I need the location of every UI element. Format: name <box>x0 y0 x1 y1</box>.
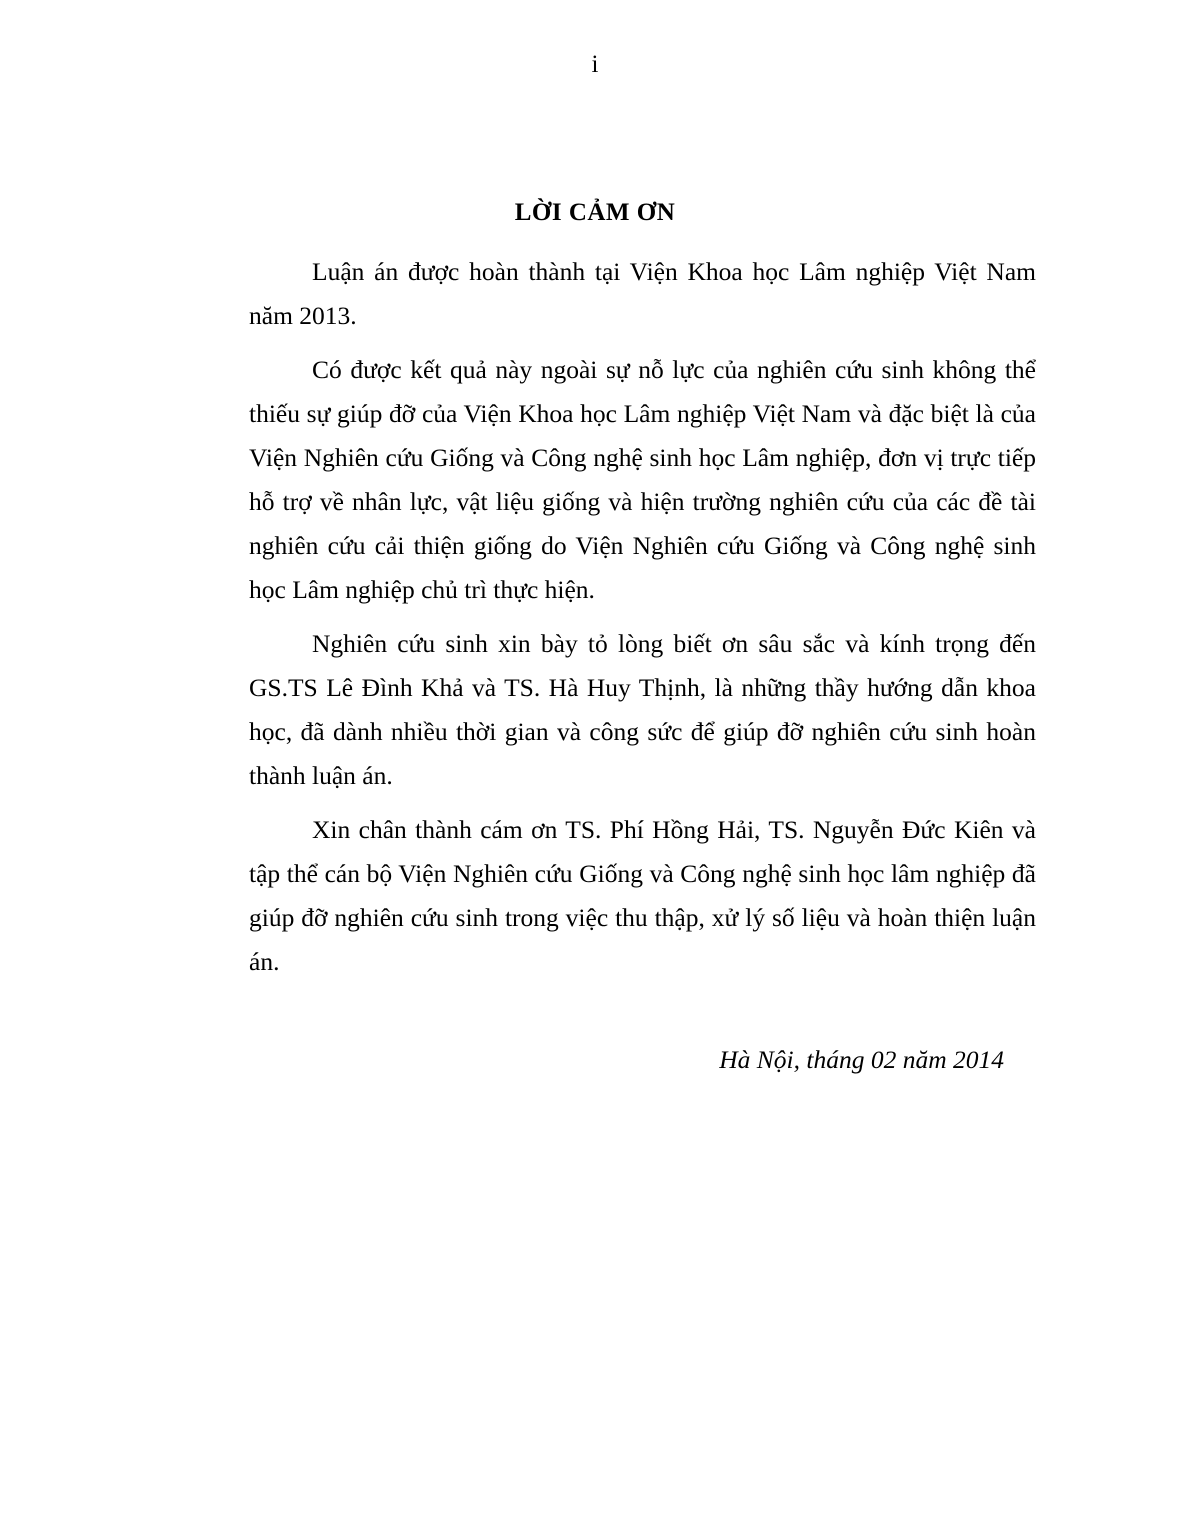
paragraph: Có được kết quả này ngoài sự nỗ lực của nghiên cứu sinh không thể thiếu sự giúp đỡ của Viện Khoa học Lâm nghiệp Việt Nam và đặc biệt là của Viện Nghiên cứu Giống và Công nghệ sinh học Lâm nghiệp, đơn vị trực tiếp hỗ trợ về nhân lực, vật liệu giống và hiện trường nghiên cứu của các đề tài nghiên cứu cải thiện giống do Viện Nghiên cứu Giống và Công nghệ sinh học Lâm nghiệp chủ trì thực hiện. <box>249 355 1036 604</box>
signoff-place-date: Hà Nội, tháng 02 năm 2014 <box>719 1045 1004 1074</box>
paragraph: Nghiên cứu sinh xin bày tỏ lòng biết ơn sâu sắc và kính trọng đến GS.TS Lê Đình Khả và TS. Hà Huy Thịnh, là những thầy hướng dẫn khoa học, đã dành nhiều thời gian và công sức để giúp đỡ nghiên cứu sinh hoàn thành luận án. <box>249 629 1036 790</box>
page-number: i <box>591 51 599 78</box>
acknowledgement-body <box>249 250 1036 994</box>
page-title: LỜI CẢM ƠN <box>514 199 676 226</box>
paragraph: Xin chân thành cám ơn TS. Phí Hồng Hải, TS. Nguyễn Đức Kiên và tập thể cán bộ Viện Nghiên cứu Giống và Công nghệ sinh học lâm nghiệp đã giúp đỡ nghiên cứu sinh trong việc thu thập, xử lý số liệu và hoàn thiện luận án. <box>249 815 1036 976</box>
paragraph: Luận án được hoàn thành tại Viện Khoa học Lâm nghiệp Việt Nam năm 2013. <box>249 257 1036 330</box>
